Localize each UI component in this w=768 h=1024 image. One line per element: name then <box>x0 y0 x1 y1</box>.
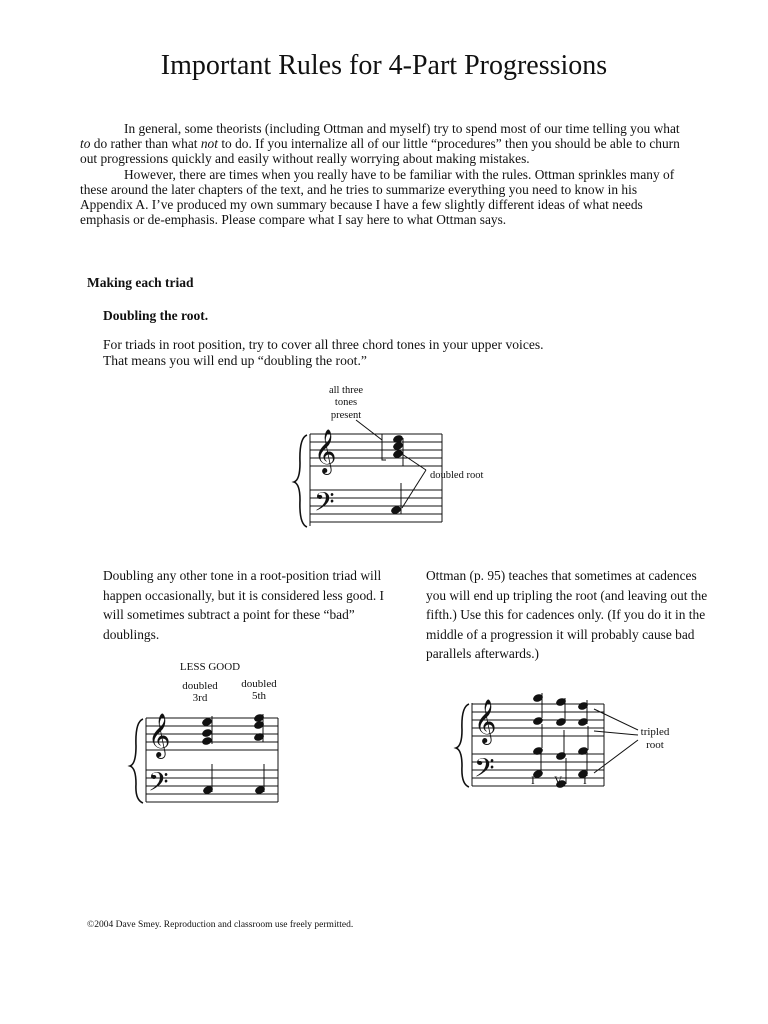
svg-text:doubled: doubled <box>241 678 277 690</box>
grand-staff-brace <box>130 719 143 803</box>
svg-text:3rd: 3rd <box>192 692 208 704</box>
treble-clef-icon: 𝄞 <box>314 431 337 473</box>
svg-text:doubled: doubled <box>182 680 218 692</box>
intro-paragraph-2: However, there are times when you really have to be familiar with the rules. Ottman sprinkles many of these around the later chapters of the text, and he tries to summarize everything you need to know in his Appendix A. I’ve produced my own summary because I have a few slightly different ideas of what needs emphasis or de-emphasis. Please compare what I say here to what Ottman says. <box>80 166 675 228</box>
roman-numeral-3: I <box>583 775 587 787</box>
svg-text:root: root <box>646 739 664 751</box>
grand-staff-brace <box>294 435 307 527</box>
example-tripled-root <box>456 688 686 798</box>
page-title: Important Rules for 4-Part Progressions <box>160 50 608 81</box>
intro-paragraph-1: In general, some theorists (including Ottman and myself) try to spend most of our time telling you what to do rather than what not to do. If you internalize all of our little “procedures” then you should be able to churn out progressions quickly and easily without really worrying about making mistakes. <box>80 121 680 167</box>
treble-clef-icon: 𝄞 <box>148 715 171 757</box>
left-paragraph: Doubling any other tone in a root-position triad will happen occasionally, but it is considered less good. I will sometimes subtract a point for these “bad” doublings. <box>103 568 385 642</box>
treble-clef-icon: 𝄞 <box>474 701 497 743</box>
svg-text:tones: tones <box>334 397 358 408</box>
grand-staff-brace <box>456 704 469 787</box>
bass-clef-icon: 𝄢 <box>148 767 169 803</box>
roman-numeral-2: V <box>554 775 563 787</box>
svg-text:tripled: tripled <box>640 726 670 738</box>
root-paragraph: For triads in root position, try to cover all three chord tones in your upper voices. That means you will end up “doubling the root.” <box>103 337 544 368</box>
bass-clef-icon: 𝄢 <box>314 487 335 523</box>
section-heading: Making each triad <box>87 275 194 290</box>
subheading: Doubling the root. <box>103 308 209 323</box>
svg-text:LESS GOOD: LESS GOOD <box>179 661 241 673</box>
svg-text:all three: all three <box>328 385 364 396</box>
footer-copyright: ©2004 Dave Smey. Reproduction and classroom use freely permitted. <box>87 920 354 930</box>
svg-text:doubled root: doubled root <box>430 470 484 481</box>
example-doubled-root <box>290 378 510 528</box>
svg-text:5th: 5th <box>251 690 267 702</box>
intro-text <box>80 121 692 227</box>
svg-text:present: present <box>330 410 362 421</box>
roman-numeral-1: I <box>531 775 535 787</box>
bass-clef-icon: 𝄢 <box>474 753 495 789</box>
example-less-good <box>128 656 288 806</box>
right-paragraph: Ottman (p. 95) teaches that sometimes at cadences you will end up tripling the root (and leaving out the fifth.) Use this for cadences only. (If you do it in the middle of a progression it will probably cause bad parallels afterwards.) <box>426 568 708 661</box>
